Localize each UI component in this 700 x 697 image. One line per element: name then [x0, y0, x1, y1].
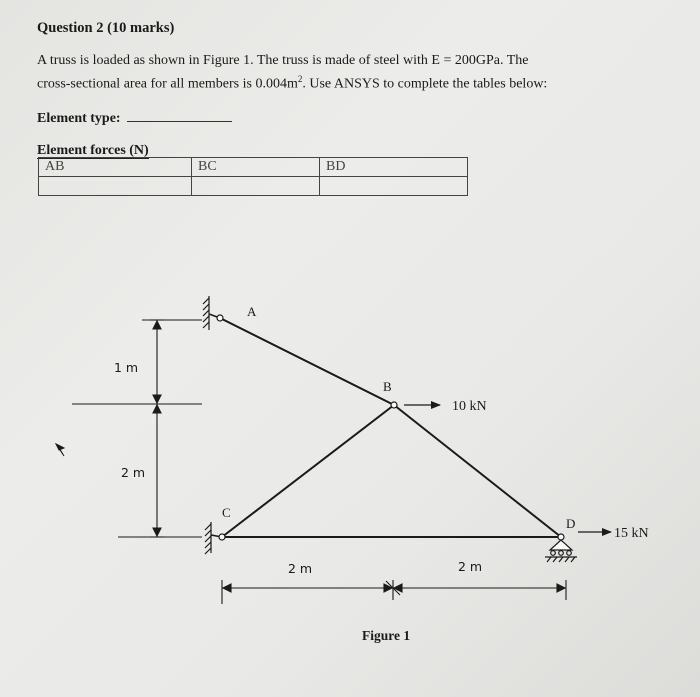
label-dim-1m: 1 m: [114, 360, 139, 375]
element-type-label: Element type:: [37, 111, 121, 126]
vertical-dimension: [72, 320, 202, 537]
column-ab: AB: [39, 158, 192, 177]
wall-support-c: [205, 522, 211, 554]
element-forces-label: Element forces (N): [37, 143, 149, 158]
wall-support-a: [203, 296, 209, 330]
label-dim-2m-vertical: 2 m: [121, 465, 146, 480]
column-bd: BD: [320, 158, 468, 177]
question-title: Question 2 (10 marks): [37, 20, 175, 36]
member-ab: [220, 318, 394, 405]
question-line-1: A truss is loaded as shown in Figure 1. The truss is made of steel with E = 200GPa. The: [37, 53, 529, 68]
member-bc: [222, 405, 394, 537]
roller-support-d: [545, 540, 577, 562]
label-joint-b: B: [383, 379, 392, 394]
joint-c: [219, 534, 225, 540]
column-bc: BC: [192, 158, 320, 177]
joint-b: [391, 402, 397, 408]
label-dim-2m-left: 2 m: [288, 561, 313, 576]
horizontal-dimension: [222, 580, 566, 604]
label-load-b: 10 kN: [452, 399, 487, 414]
label-joint-d: D: [566, 516, 576, 531]
label-joint-c: C: [222, 505, 231, 520]
figure-caption: Figure 1: [362, 628, 411, 643]
question-line-2: cross-sectional area for all members is $0.004m^2$. Use ANSYS to complete the tables below:: [37, 74, 548, 92]
cursor-arrow-icon: [56, 444, 64, 456]
joint-d: [558, 534, 564, 540]
joint-a: [217, 315, 223, 321]
member-bd: [394, 405, 561, 537]
label-joint-a: A: [247, 304, 257, 319]
label-dim-2m-right: 2 m: [458, 559, 483, 574]
label-load-d: 15 kN: [614, 526, 649, 541]
